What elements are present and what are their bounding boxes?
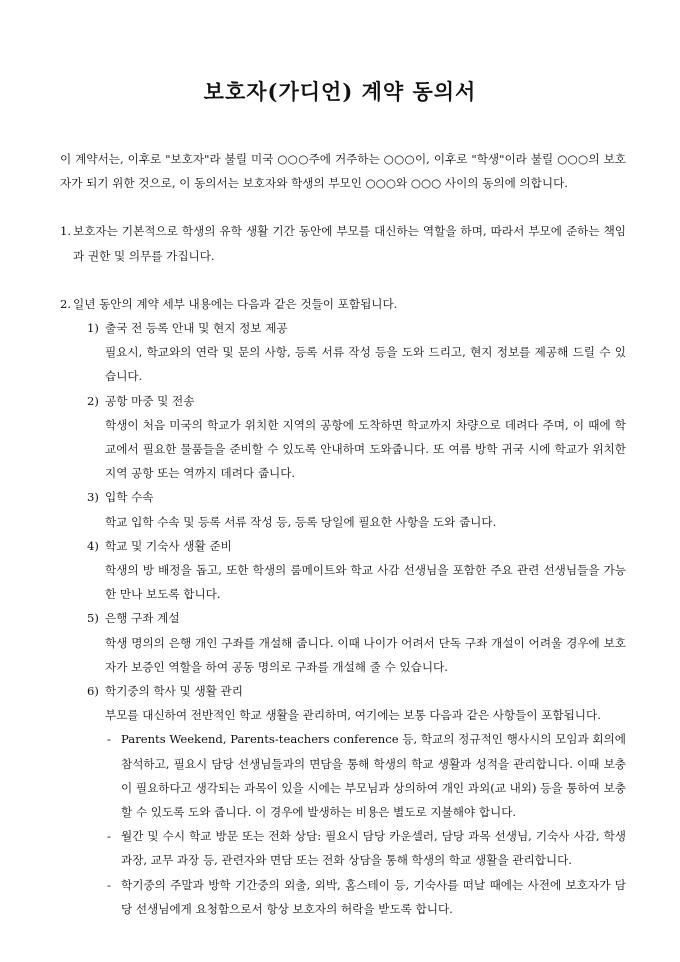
item-4 — [87, 534, 626, 607]
bullet-item — [107, 873, 626, 921]
item-3 — [87, 485, 626, 533]
item-title: 은행 구좌 계설 — [105, 611, 180, 626]
section-text: 보호자는 기본적으로 학생의 유학 생활 기간 동안에 부모를 대신하는 역할을 하며, 따라서 부모에 준하는 책임과 권한 및 의무를 가집니다. — [73, 224, 626, 263]
section-2-body — [73, 292, 626, 921]
dash-marker: - — [107, 829, 111, 844]
item-text: 필요시, 학교와의 연락 및 문의 사항, 등록 서류 작성 등을 도와 드리고, 현지 정보를 제공해 드릴 수 있습니다. — [105, 345, 626, 384]
item-1 — [87, 316, 626, 389]
item-number: 5) — [87, 611, 99, 626]
bullet-item — [107, 824, 626, 872]
item-title: 출국 전 등록 안내 및 현지 정보 제공 — [105, 321, 288, 336]
item-number: 6) — [87, 684, 99, 699]
item-body — [105, 316, 626, 389]
item-title: 입학 수속 — [105, 490, 154, 505]
section-1 — [60, 219, 626, 267]
item-text: 학교 입학 수속 및 등록 서류 작성 등, 등록 당일에 필요한 사항을 도와 줍니다. — [105, 514, 497, 529]
dash-marker: - — [107, 877, 111, 892]
intro-paragraph: 이 계약서는, 이후로 "보호자"라 불릴 미국 ○○○주에 거주하는 ○○○이, 이후로 "학생"이라 불릴 ○○○의 보호자가 되기 위한 것으로, 이 동의서는 보호자와 학생의 부모인 ○○○와 ○○○ 사이의 동의에 의합니다. — [60, 152, 626, 191]
section-number: 2. — [60, 296, 72, 311]
item-text: 학생 명의의 은행 개인 구좌를 개설해 줍니다. 이때 나이가 어려서 단독 구좌 개설이 어려울 경우에 보호자가 보증인 역할을 하여 공동 명의로 구좌를 개설해 줄 수 있습니다. — [105, 635, 626, 674]
section-number: 1. — [60, 224, 72, 239]
item-body — [105, 485, 626, 533]
item-5 — [87, 606, 626, 679]
item-number: 1) — [87, 321, 99, 336]
bullet-item — [107, 727, 626, 824]
item-title: 학교 및 기숙사 생활 준비 — [105, 538, 232, 553]
bullet-text: 학기중의 주말과 방학 기간중의 외출, 외박, 홈스테이 등, 기숙사를 떠날 때에는 사전에 보호자가 담당 선생님에게 요청함으로서 항상 보호자의 허락을 받도록 합니다. — [121, 877, 626, 916]
item-2 — [87, 389, 626, 486]
item-body — [105, 534, 626, 607]
section-text: 일년 동안의 계약 세부 내용에는 다음과 같은 것들이 포함됩니다. — [73, 296, 398, 311]
item-body — [105, 606, 626, 679]
item-text: 부모를 대신하여 전반적인 학교 생활을 관리하며, 여기에는 보통 다음과 같은 사항들이 포함됩니다. — [105, 708, 601, 723]
document-title: 보호자(가디언) 계약 동의서 — [203, 79, 477, 104]
item-number: 4) — [87, 538, 99, 553]
dash-marker: - — [107, 732, 111, 747]
section-2 — [60, 292, 626, 921]
item-body — [105, 389, 626, 486]
item-6 — [87, 679, 626, 921]
item-body — [105, 679, 626, 921]
item-number: 3) — [87, 490, 99, 505]
item-text: 학생이 처음 미국의 학교가 위치한 지역의 공항에 도착하면 학교까지 차량으로 데려다 주며, 이 때에 학교에서 필요한 물품들을 준비할 수 있도록 안내하며 도와줍니다. 또 여름 방학 귀국 시에 학교가 위치한 지역 공항 또는 역까지 데려다 줍니다. — [105, 417, 626, 481]
bullet-text: Parents Weekend, Parents-teachers conference 등, 학교의 정규적인 행사시의 모임과 회의에 참석하고, 필요시 담당 선생님들과의 면담을 통해 학생의 학교 생활과 성적을 관리합니다. 이때 보충이 필요하다고 생각되는 과목이 있을 시에는 부모님과 상의하여 개인 과외(교 내외) 등을 통하여 보충할 수 있도록 도와 줍니다. 이 경우에 발생하는 비용은 별도로 지불해야 합니다. — [121, 732, 626, 820]
item-number: 2) — [87, 393, 99, 408]
bullet-text: 월간 및 수시 학교 방문 또는 전화 상담: 필요시 담당 카운셀러, 담당 과목 선생님, 기숙사 사감, 학생 과장, 교무 과장 등, 관련자와 면담 또는 전화 상담을 통해 학생의 학교 생활을 관리합니다. — [121, 829, 626, 868]
item-title: 공항 마중 및 전송 — [105, 393, 195, 408]
item-title: 학기중의 학사 및 생활 관리 — [105, 684, 243, 699]
item-text: 학생의 방 배정을 돕고, 또한 학생의 룸메이트와 학교 사감 선생님을 포함한 주요 관련 선생님들을 가능한 만나 보도록 합니다. — [105, 563, 626, 602]
document-body — [60, 147, 626, 921]
